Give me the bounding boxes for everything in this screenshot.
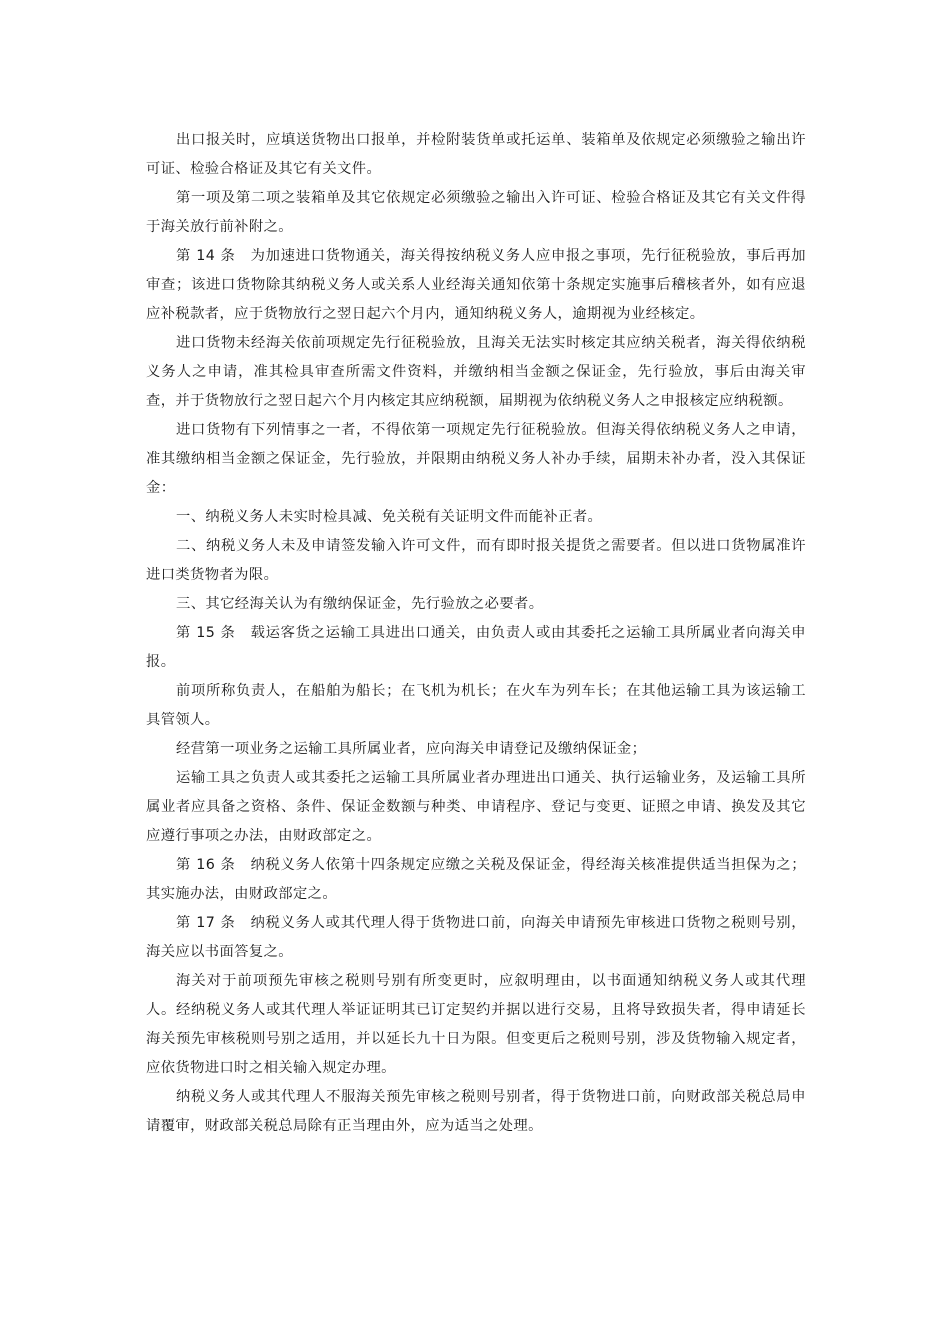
list-item-1: 一、纳税义务人未实时检具减、免关税有关证明文件而能补正者。 — [176, 509, 603, 525]
paragraph-article-14: 第 14 条 为加速进口货物通关，海关得按纳税义务人应申报之事项，先行征税验放，事后再加审查；该进口货物除其纳税义务人或关系人业经海关通知依第十条规定实施事后稽核者外，如有应退应补税款者，应于货物放行之翌日起六个月内，通知纳税义务人，逾期视为业经核定。 — [146, 248, 806, 322]
paragraph-article-17: 第 17 条 纳税义务人或其代理人得于货物进口前，向海关申请预先审核进口货物之税则号别，海关应以书面答复之。 — [146, 915, 806, 960]
paragraph-export-declaration: 出口报关时，应填送货物出口报单，并检附装货单或托运单、装箱单及依规定必须缴验之输出许可证、检验合格证及其它有关文件。 — [146, 132, 806, 177]
paragraph-article-14-clause-2: 进口货物未经海关依前项规定先行征税验放，且海关无法实时核定其应纳关税者，海关得依纳税义务人之申请，准其检具审查所需文件资料，并缴纳相当金额之保证金，先行验放，事后由海关审查，并于货物放行之翌日起六个月内核定其应纳税额，届期视为依纳税义务人之申报核定应纳税额。 — [146, 335, 806, 409]
paragraph-supplementary-documents: 第一项及第二项之装箱单及其它依规定必须缴验之输出入许可证、检验合格证及其它有关文件得于海关放行前补附之。 — [146, 190, 806, 235]
paragraph-article-14-clause-3: 进口货物有下列情事之一者，不得依第一项规定先行征税验放。但海关得依纳税义务人之申请，准其缴纳相当金额之保证金，先行验放，并限期由纳税义务人补办手续，届期未补办者，没入其保证金： — [146, 422, 806, 496]
paragraph-article-15: 第 15 条 载运客货之运输工具进出口通关，由负责人或由其委托之运输工具所属业者向海关申报。 — [146, 625, 806, 670]
paragraph-article-15-clause-3: 经营第一项业务之运输工具所属业者，应向海关申请登记及缴纳保证金； — [176, 741, 647, 757]
paragraph-article-16: 第 16 条 纳税义务人依第十四条规定应缴之关税及保证金，得经海关核准提供适当担保为之；其实施办法，由财政部定之。 — [146, 857, 806, 902]
paragraph-article-15-clause-2: 前项所称负责人，在船舶为船长；在飞机为机长；在火车为列车长；在其他运输工具为该运输工具管领人。 — [146, 683, 806, 728]
document-body — [146, 126, 806, 1141]
list-item-3: 三、其它经海关认为有缴纳保证金，先行验放之必要者。 — [176, 596, 544, 612]
list-item-2: 二、纳税义务人未及申请签发输入许可文件，而有即时报关提货之需要者。但以进口货物属准许进口类货物者为限。 — [146, 538, 806, 583]
paragraph-article-17-clause-3: 纳税义务人或其代理人不服海关预先审核之税则号别者，得于货物进口前，向财政部关税总局申请覆审，财政部关税总局除有正当理由外，应为适当之处理。 — [146, 1089, 806, 1134]
paragraph-article-17-clause-2: 海关对于前项预先审核之税则号别有所变更时，应叙明理由，以书面通知纳税义务人或其代理人。经纳税义务人或其代理人举证证明其已订定契约并据以进行交易，且将导致损失者，得申请延长海关预先审核税则号别之适用，并以延长九十日为限。但变更后之税则号别，涉及货物输入规定者，应依货物进口时之相关输入规定办理。 — [146, 973, 806, 1076]
paragraph-article-15-clause-4: 运输工具之负责人或其委托之运输工具所属业者办理进出口通关、执行运输业务，及运输工具所属业者应具备之资格、条件、保证金数额与种类、申请程序、登记与变更、证照之申请、换发及其它应遵行事项之办法，由财政部定之。 — [146, 770, 806, 844]
